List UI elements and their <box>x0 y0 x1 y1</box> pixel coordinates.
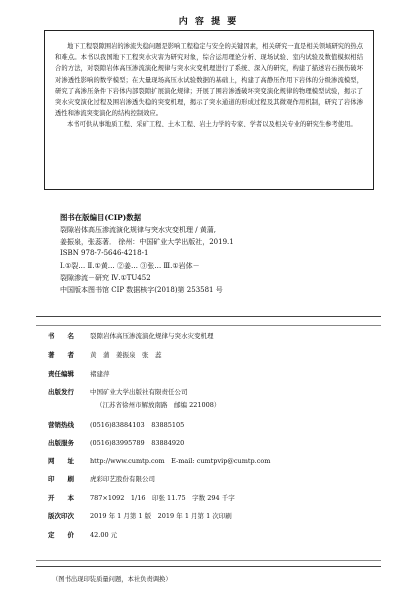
cip-line-1: 裂隙岩体高压渗流演化规律与突水灾变机理 / 黄蒲, <box>60 226 217 234</box>
cip-heading: 图书在版编目(CIP)数据 <box>60 213 142 222</box>
pub-value: http://www.cumtp.com E-mail: cumtpvip@cumtp.com <box>90 457 271 465</box>
pub-label: 责任编辑 <box>48 370 74 378</box>
pub-label: 著 者 <box>48 351 74 359</box>
page-title: 内 容 提 要 <box>178 17 239 27</box>
cip-line-2: 姜振泉，张蕊著． 徐州：中国矿业大学出版社，2019.1 <box>60 238 234 246</box>
pub-label: 书 名 <box>48 332 74 340</box>
divider-bottom-thick <box>36 566 381 567</box>
pub-label: 印 刷 <box>48 475 74 483</box>
abstract-paragraph-1: 地下工程裂隙围岩的渗流失稳问题是影响工程稳定与安全的关键因素，相关研究一直是相关领域研究的热点和难点。本书以我国地下工程突水灾害为研究对象，综合运用理论分析、现场试验、室内试验及数值模拟相结合的方法，对裂隙岩体高压渗流演化规律与突水灾变机理进行了系统、深入的研究，构建了描述岩石损伤破坏对渗透性影响的数学模型；在大量现场高压水试验数据的基础上，构建了高静压作用下岩体的分级渗流模型，研究了高渗压条件下岩体内部裂隙扩展演化规律；开展了围岩渗透破坏突变演化规律的物理模型试验，揭示了突水灾变演化过程及围岩渗透失稳的突变机理，揭示了突水通道的形成过程及其微观作用机制，研究了岩体渗透性和渗流突变演化的结构控制效应。 <box>55 43 363 118</box>
pub-label: 出版发行 <box>48 388 74 396</box>
pub-value: 裂隙岩体高压渗流演化规律与突水灾变机理 <box>90 332 214 340</box>
pub-label: 出版服务 <box>48 439 74 447</box>
abstract-box <box>44 30 374 190</box>
pub-value: 2019 年 1 月第 1 版 2019 年 1 月第 1 次印刷 <box>90 512 232 520</box>
cip-line-5: 裂隙渗流－研究 Ⅳ.①TU452 <box>60 274 151 282</box>
divider-top-thin <box>36 325 381 326</box>
pub-label: 网 址 <box>48 457 74 465</box>
pub-value: (0516)83884103 83885105 <box>90 421 185 429</box>
pub-value: （江苏省徐州市解放南路 邮编 221008） <box>96 401 221 409</box>
pub-label: 定 价 <box>48 531 74 539</box>
pub-value: 褚建萍 <box>90 370 110 378</box>
pub-label: 营销热线 <box>48 421 74 429</box>
pub-value: (0516)83995789 83884920 <box>90 439 185 447</box>
quality-note: （图书出现印装质量问题，本社负责调换） <box>52 576 172 583</box>
pub-value: 虎彩印艺股份有限公司 <box>90 475 155 483</box>
pub-value: 黄 蒲 姜振泉 张 蕊 <box>90 351 162 359</box>
pub-value: 42.00 元 <box>90 531 118 539</box>
pub-value: 中国矿业大学出版社有限责任公司 <box>90 388 188 396</box>
pub-label: 开 本 <box>48 494 74 502</box>
abstract-paragraph-2: 本书可供从事地质工程、采矿工程、土木工程、岩土力学的专家、学者以及相关专业的研究生参考使用。 <box>67 121 357 129</box>
pub-value: 787×1092 1/16 印张 11.75 字数 294 千字 <box>90 494 235 502</box>
pub-label: 版次印次 <box>48 512 74 520</box>
cip-line-6: 中国版本图书馆 CIP 数据核字(2018)第 253581 号 <box>60 286 223 294</box>
cip-line-4: Ⅰ.①裂… Ⅱ.①黄… ②姜… ③张… Ⅲ.①岩体－ <box>60 262 200 270</box>
divider-top-thick <box>36 316 381 317</box>
divider-bottom-thin <box>36 560 381 561</box>
cip-isbn: ISBN 978-7-5646-4218-1 <box>60 249 149 257</box>
